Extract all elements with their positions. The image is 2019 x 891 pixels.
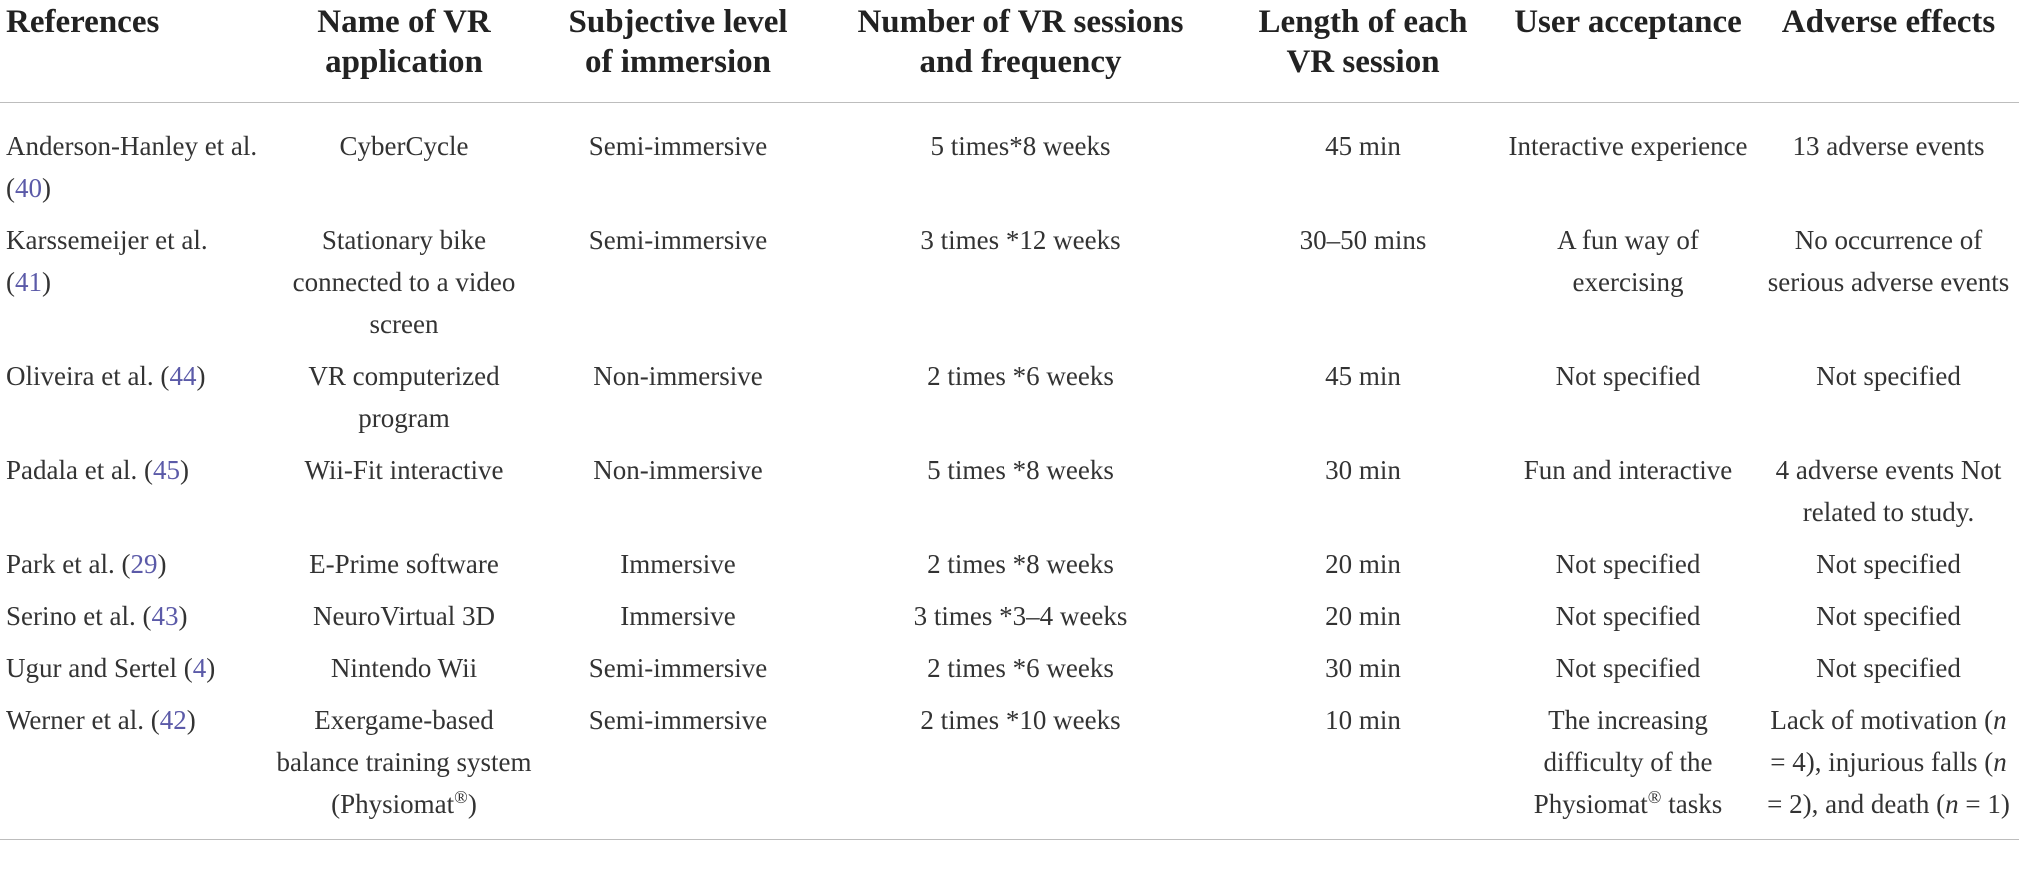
cell-length: 45 min <box>1325 361 1401 391</box>
cell-immersion: Non-immersive <box>593 455 763 485</box>
cell-immersion: Immersive <box>620 549 736 579</box>
cell-sessions: 2 times *8 weeks <box>927 549 1114 579</box>
cell-app: NeuroVirtual 3D <box>312 601 496 631</box>
cell-length: 10 min <box>1228 699 1498 840</box>
cell-acceptance: Not specified <box>1555 361 1701 391</box>
cell-immersion: Semi-immersive <box>588 653 768 683</box>
reference-link[interactable]: 40 <box>15 173 42 203</box>
cell-length: 45 min <box>1325 131 1401 161</box>
cell-app: Nintendo Wii <box>330 653 478 683</box>
reference-link[interactable]: 44 <box>169 361 197 391</box>
table-row <box>0 219 2019 355</box>
cell-app: VR computerized program <box>308 361 500 433</box>
cell-reference: Park et al. (29) <box>6 549 167 579</box>
header-immersion: Subjective level of immersion <box>543 0 813 103</box>
cell-immersion: Semi-immersive <box>588 131 768 161</box>
cell-acceptance: Fun and interactive <box>1523 455 1733 485</box>
reference-link[interactable]: 41 <box>15 267 42 297</box>
cell-app: CyberCycle <box>339 131 469 161</box>
table-row <box>0 595 2019 647</box>
cell-acceptance: Not specified <box>1555 653 1701 683</box>
reference-link[interactable]: 43 <box>151 601 179 631</box>
cell-adverse: 4 adverse events Not related to study. <box>1775 455 2002 527</box>
table-row <box>0 449 2019 543</box>
cell-reference: Ugur and Sertel (4) <box>6 653 216 683</box>
header-adverse: Adverse effects <box>1758 0 2019 103</box>
cell-reference: Karssemeijer et al. (41) <box>6 225 208 297</box>
cell-immersion: Immersive <box>620 601 736 631</box>
cell-adverse: No occurrence of serious adverse events <box>1767 225 2010 297</box>
header-sessions: Number of VR sessions and frequency <box>813 0 1228 103</box>
cell-acceptance: A fun way of exercising <box>1557 225 1699 297</box>
cell-acceptance: Not specified <box>1555 601 1701 631</box>
cell-reference: Serino et al. (43) <box>6 601 188 631</box>
reference-link[interactable]: 42 <box>159 705 187 735</box>
reference-link[interactable]: 45 <box>152 455 180 485</box>
cell-adverse: Not specified <box>1816 549 1961 579</box>
table-row <box>0 699 2019 840</box>
cell-immersion: Non-immersive <box>593 361 763 391</box>
cell-sessions: 5 times*8 weeks <box>930 131 1111 161</box>
cell-app: E-Prime software <box>309 549 499 579</box>
cell-adverse: Lack of motivation (n = 4), injurious falls (n = 2), and death (n = 1) <box>1758 699 2019 840</box>
cell-length: 20 min <box>1325 549 1401 579</box>
header-row <box>0 0 2019 103</box>
header-references: References <box>0 0 265 103</box>
table-row <box>0 103 2019 220</box>
header-length: Length of each VR session <box>1228 0 1498 103</box>
cell-reference: Anderson-Hanley et al. (40) <box>6 131 258 203</box>
cell-sessions: 2 times *10 weeks <box>813 699 1228 840</box>
cell-adverse: Not specified <box>1816 653 1961 683</box>
header-app-name: Name of VR application <box>265 0 543 103</box>
header-acceptance: User acceptance <box>1498 0 1758 103</box>
cell-app: Wii-Fit interactive <box>304 455 504 485</box>
cell-adverse: 13 adverse events <box>1792 131 1985 161</box>
cell-acceptance: Interactive experience <box>1508 131 1748 161</box>
cell-immersion: Semi-immersive <box>543 699 813 840</box>
cell-reference: Padala et al. (45) <box>6 455 189 485</box>
reference-link[interactable]: 29 <box>130 549 158 579</box>
cell-acceptance: The increasing difficulty of the Physiomat® tasks <box>1498 699 1758 840</box>
cell-acceptance: Not specified <box>1555 549 1701 579</box>
cell-sessions: 2 times *6 weeks <box>927 653 1114 683</box>
cell-reference: Werner et al. (42) <box>0 699 265 840</box>
cell-length: 20 min <box>1325 601 1401 631</box>
cell-app: Stationary bike connected to a video screen <box>292 225 516 339</box>
table-row <box>0 543 2019 595</box>
table-row <box>0 647 2019 699</box>
cell-sessions: 5 times *8 weeks <box>927 455 1114 485</box>
cell-sessions: 2 times *6 weeks <box>927 361 1114 391</box>
cell-length: 30–50 mins <box>1299 225 1427 255</box>
cell-sessions: 3 times *3–4 weeks <box>913 601 1128 631</box>
table-row <box>0 355 2019 449</box>
cell-reference: Oliveira et al. (44) <box>6 361 206 391</box>
cell-adverse: Not specified <box>1816 601 1961 631</box>
cell-sessions: 3 times *12 weeks <box>920 225 1121 255</box>
cell-length: 30 min <box>1325 653 1401 683</box>
reference-link[interactable]: 4 <box>192 653 207 683</box>
cell-adverse: Not specified <box>1816 361 1961 391</box>
cell-app: Exergame-based balance training system (Physiomat®) <box>265 699 543 840</box>
cell-immersion: Semi-immersive <box>588 225 768 255</box>
cell-length: 30 min <box>1325 455 1401 485</box>
